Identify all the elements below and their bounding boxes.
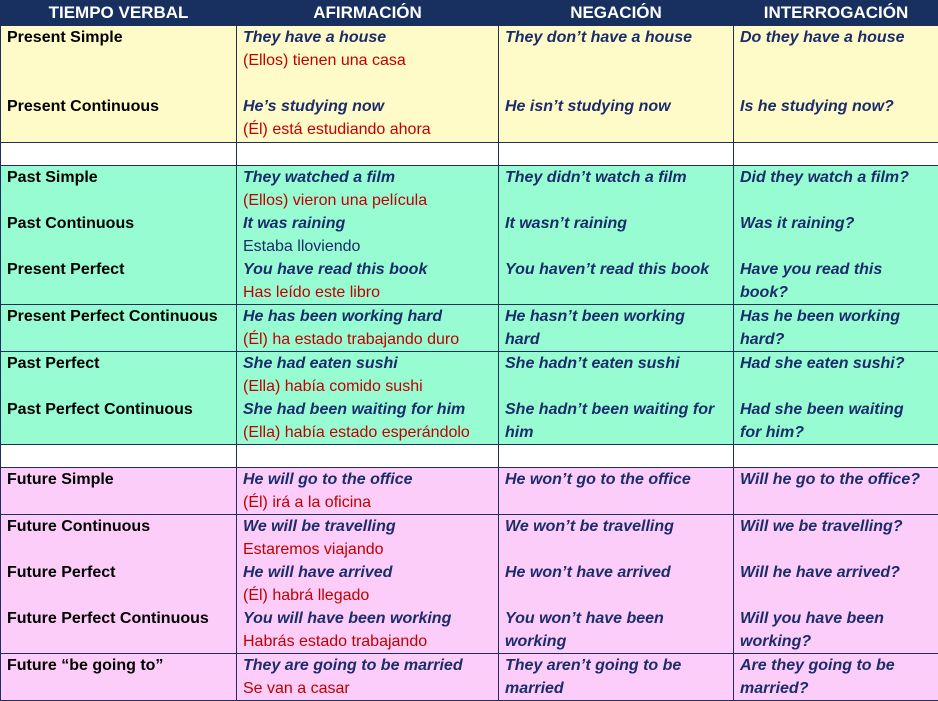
affirmative-sentence: You will have been working	[243, 607, 498, 630]
negative-sentence: They don’t have a house	[505, 26, 733, 49]
affirmative-sentence: She had eaten sushi	[243, 352, 498, 375]
interrogative-cell	[734, 166, 938, 305]
affirmative-sentence: We will be travelling	[243, 515, 498, 538]
header-affirmative: AFIRMACIÓN	[237, 1, 499, 26]
translation: Has leído este libro	[243, 281, 498, 304]
header-interrogative: INTERROGACIÓN	[734, 1, 938, 26]
affirmative-sentence: It was raining	[243, 212, 498, 235]
interrogative-cell	[734, 654, 938, 701]
translation: (Ellos) vieron una película	[243, 189, 498, 212]
negative-sentence: He won’t have arrived	[505, 561, 733, 584]
translation: Estaremos viajando	[243, 538, 498, 561]
tense-cell	[1, 166, 237, 305]
tense-label: Future Simple	[7, 471, 114, 488]
tense-label: Future Perfect Continuous	[7, 610, 209, 627]
interrogative-sentence: Will he have arrived?	[740, 561, 938, 584]
negative-sentence: She hadn’t eaten sushi	[505, 352, 733, 375]
translation: Se van a casar	[243, 677, 498, 700]
tense-cell	[1, 468, 237, 515]
translation: (Ellos) tienen una casa	[243, 49, 498, 72]
interrogative-sentence: Will you have been working?	[740, 607, 910, 653]
affirmative-cell	[237, 468, 499, 515]
group-present-perfect-continuous	[1, 305, 938, 352]
tense-label: Past Continuous	[7, 215, 134, 232]
affirmative-cell	[237, 515, 499, 654]
tense-label: Present Continuous	[7, 98, 159, 115]
tense-cell	[1, 654, 237, 701]
negative-cell	[499, 515, 734, 654]
interrogative-cell	[734, 515, 938, 654]
header-row	[1, 1, 938, 26]
translation: (Ella) había comido sushi	[243, 375, 498, 398]
tense-label: Past Perfect	[7, 355, 100, 372]
translation: (Él) irá a la oficina	[243, 491, 498, 514]
negative-cell	[499, 468, 734, 515]
translation: (Él) habrá llegado	[243, 584, 498, 607]
negative-sentence: She hadn’t been waiting for him	[505, 398, 725, 444]
group-future-simple	[1, 468, 938, 515]
affirmative-sentence: They are going to be married	[243, 654, 498, 677]
negative-cell	[499, 166, 734, 305]
affirmative-cell	[237, 352, 499, 445]
interrogative-sentence: Do they have a house	[740, 26, 938, 49]
translation: (Ella) había estado esperándolo	[243, 421, 498, 444]
header-tense: TIEMPO VERBAL	[1, 1, 237, 26]
interrogative-cell	[734, 468, 938, 515]
negative-sentence: It wasn’t raining	[505, 212, 733, 235]
affirmative-sentence: You have read this book	[243, 258, 498, 281]
interrogative-cell	[734, 26, 938, 143]
negative-sentence: We won’t be travelling	[505, 515, 733, 538]
blank-row	[1, 445, 938, 468]
interrogative-cell	[734, 305, 938, 352]
group-present	[1, 26, 938, 143]
affirmative-cell	[237, 166, 499, 305]
negative-sentence: They aren’t going to be married	[505, 654, 705, 700]
group-future-going-to	[1, 654, 938, 701]
translation: Habrás estado trabajando	[243, 630, 498, 653]
tense-label: Present Perfect	[7, 261, 124, 278]
interrogative-sentence: Are they going to be married?	[740, 654, 920, 700]
negative-cell	[499, 26, 734, 143]
affirmative-sentence: She had been waiting for him	[243, 398, 498, 421]
tense-cell	[1, 515, 237, 654]
interrogative-sentence: Have you read this book?	[740, 258, 930, 304]
tense-label: Present Simple	[7, 29, 123, 46]
affirmative-cell	[237, 654, 499, 701]
tense-label: Past Perfect Continuous	[7, 401, 193, 418]
interrogative-sentence: Will he go to the office?	[740, 468, 938, 491]
header-negative: NEGACIÓN	[499, 1, 734, 26]
affirmative-sentence: He has been working hard	[243, 305, 498, 328]
group-past-perfect	[1, 352, 938, 445]
affirmative-sentence: He will have arrived	[243, 561, 498, 584]
negative-cell	[499, 654, 734, 701]
tense-label: Future “be going to”	[7, 657, 163, 674]
tense-label: Present Perfect Continuous	[7, 308, 218, 325]
blank-row	[1, 143, 938, 166]
interrogative-sentence: Did they watch a film?	[740, 166, 938, 189]
affirmative-sentence: They watched a film	[243, 166, 498, 189]
tense-cell	[1, 352, 237, 445]
translation: (Él) ha estado trabajando duro	[243, 328, 498, 351]
tense-label: Future Perfect	[7, 564, 115, 581]
translation: Estaba lloviendo	[243, 235, 498, 258]
tense-label: Future Continuous	[7, 518, 150, 535]
affirmative-cell	[237, 26, 499, 143]
interrogative-sentence: Was it raining?	[740, 212, 938, 235]
tense-label: Past Simple	[7, 169, 98, 186]
affirmative-sentence: He will go to the office	[243, 468, 498, 491]
translation: (Él) está estudiando ahora	[243, 118, 498, 141]
negative-sentence: He hasn’t been working hard	[505, 305, 705, 351]
tense-cell	[1, 305, 237, 352]
negative-sentence: You haven’t read this book	[505, 258, 733, 281]
interrogative-sentence: Is he studying now?	[740, 95, 938, 118]
group-future-continuous-perfect	[1, 515, 938, 654]
negative-sentence: They didn’t watch a film	[505, 166, 733, 189]
negative-sentence: You won’t have been working	[505, 607, 690, 653]
negative-cell	[499, 305, 734, 352]
negative-sentence: He won’t go to the office	[505, 468, 733, 491]
interrogative-sentence: Will we be travelling?	[740, 515, 938, 538]
interrogative-sentence: Has he been working hard?	[740, 305, 925, 351]
affirmative-sentence: He’s studying now	[243, 95, 498, 118]
affirmative-sentence: They have a house	[243, 26, 498, 49]
negative-sentence: He isn’t studying now	[505, 95, 733, 118]
group-past-simple-continuous-perfect	[1, 166, 938, 305]
interrogative-sentence: Had she eaten sushi?	[740, 352, 938, 375]
tense-cell	[1, 26, 237, 143]
negative-cell	[499, 352, 734, 445]
interrogative-cell	[734, 352, 938, 445]
affirmative-cell	[237, 305, 499, 352]
interrogative-sentence: Had she been waiting for him?	[740, 398, 920, 444]
